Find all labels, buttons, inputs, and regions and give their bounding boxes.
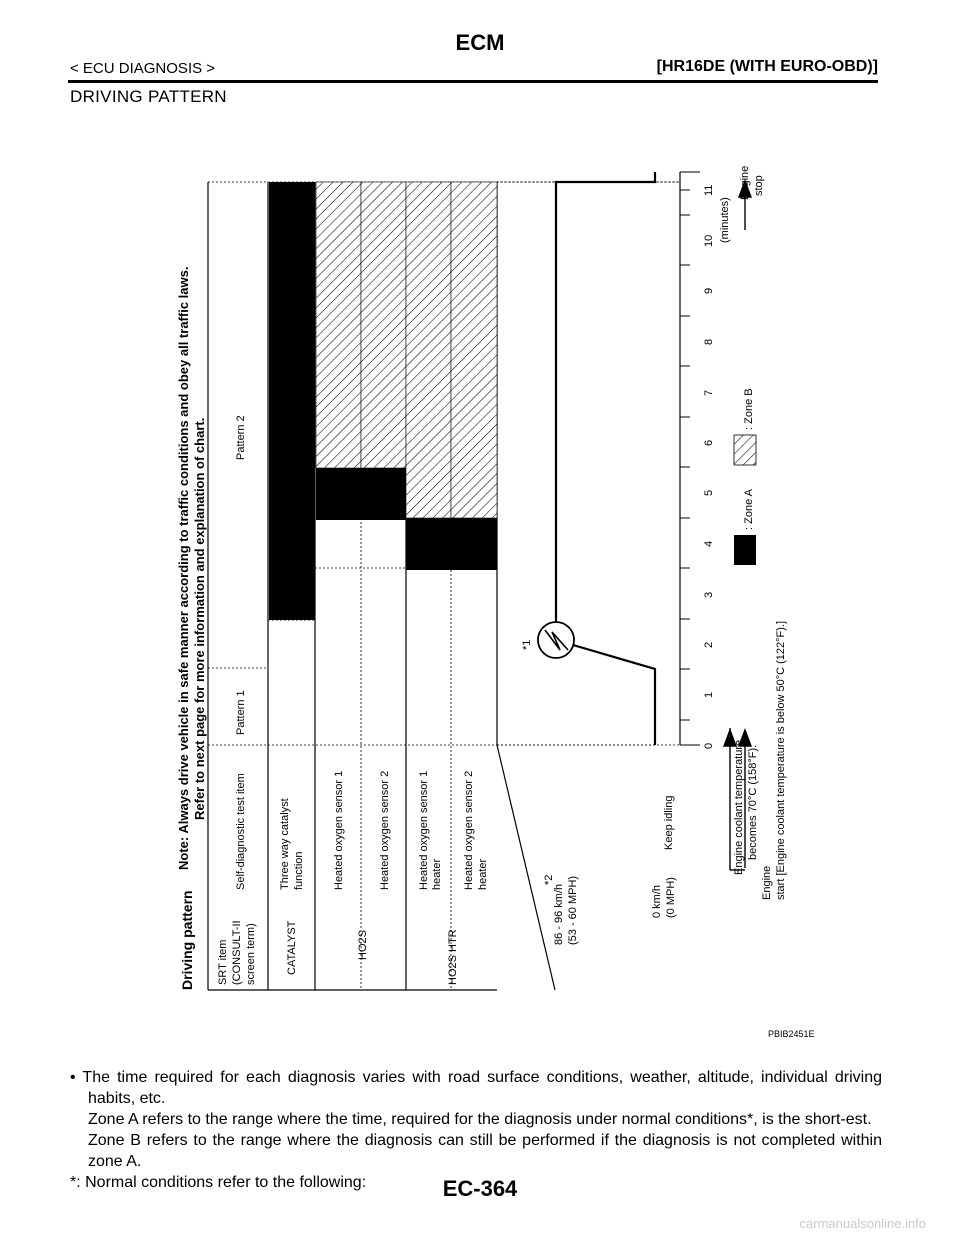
coolant-label-1: Engine coolant temperature <box>733 739 745 875</box>
ho2s1-zone-b <box>316 182 361 468</box>
pattern-2-label: Pattern 2 <box>235 415 247 460</box>
row-catalyst-item-1: Three way catalyst <box>279 798 291 890</box>
coolant-label-2: becomes 70°C (158°F). <box>747 744 759 860</box>
speed-high-2: (53 - 60 MPH) <box>567 875 579 945</box>
tick-8: 8 <box>703 338 715 345</box>
row-catalyst-item-2: function <box>293 851 305 890</box>
row-htr: HO2S HTR <box>447 929 459 985</box>
col-srt-label-2: (CONSULT-II <box>231 920 243 985</box>
row-htr-item-1a: Heated oxygen sensor 1 <box>418 770 430 890</box>
legend-zone-a-label: : Zone A <box>743 489 755 530</box>
model-label: [HR16DE (WITH EURO-OBD)] <box>656 58 878 75</box>
legend-zone-a-swatch <box>734 535 756 565</box>
page-title: ECM <box>455 30 505 55</box>
star-1-label: *1 <box>521 639 533 650</box>
engine-stop-2: stop <box>753 175 765 196</box>
note-line-1: Note: Always drive vehicle in safe manner according to traffic conditions and obey all traffic laws. <box>176 266 191 870</box>
diagram-title: Driving pattern <box>179 890 195 990</box>
ho2s2-zone-a <box>361 468 406 520</box>
tick-1: 1 <box>703 691 715 698</box>
tick-6: 6 <box>703 439 715 446</box>
engine-start-2: start [Engine coolant temperature is below 50°C (122°F).] <box>775 620 787 900</box>
tick-0: 0 <box>703 742 715 749</box>
page-number: EC-364 <box>442 1176 518 1201</box>
speed-zero-1: 0 km/h <box>651 884 663 918</box>
ho2s2-zone-b <box>361 182 406 468</box>
catalyst-zone-a <box>269 182 315 620</box>
htr2-zone-a <box>451 518 497 570</box>
htr1-zone-b <box>406 182 451 518</box>
zone-bars <box>269 182 497 620</box>
speed-trace <box>497 172 655 745</box>
row-htr-item-1b: heater <box>431 858 443 890</box>
engine-stop-1: Engine <box>739 165 751 200</box>
htr1-zone-a <box>406 518 451 570</box>
note-line-2: Refer to next page for more information and explanation of chart. <box>192 417 207 820</box>
tick-9: 9 <box>703 287 715 294</box>
tick-10: 10 <box>703 234 715 247</box>
normal-conditions-note: *: Normal conditions refer to the following: <box>70 1174 367 1191</box>
ho2s1-zone-a <box>316 468 361 520</box>
col-test-label: Self-diagnostic test item <box>235 773 247 890</box>
row-htr-item-2b: heater <box>477 858 489 890</box>
row-ho2s-item-2: Heated oxygen sensor 2 <box>379 770 391 890</box>
col-srt-label-3: screen term) <box>245 923 257 985</box>
keep-idling-label: Keep idling <box>663 795 675 850</box>
engine-start-1: Engine <box>761 865 773 900</box>
minutes-label: (minutes) <box>719 197 731 243</box>
zone-a-description: Zone A refers to the range where the time, required for the diagnosis under normal conditions*, is the short-est. <box>88 1111 872 1128</box>
col-srt-label: SRT item <box>217 939 229 985</box>
section-title: DRIVING PATTERN <box>70 87 227 106</box>
speed-high-1: 86 - 96 km/h <box>553 883 565 945</box>
body-text <box>70 1067 882 1193</box>
time-axis <box>680 172 700 745</box>
row-ho2s-item-1: Heated oxygen sensor 1 <box>333 770 345 890</box>
row-htr-item-2a: Heated oxygen sensor 2 <box>463 770 475 890</box>
speed-star: *2 <box>543 874 555 885</box>
tick-3: 3 <box>703 591 715 598</box>
pattern-1-label: Pattern 1 <box>235 690 247 735</box>
bullet-time-varies: • The time required for each diagnosis varies with road surface conditions, weather, altitude, individual driving habits, etc. <box>70 1069 882 1107</box>
zone-b-description: Zone B refers to the range where the diagnosis can still be performed if the diagnosis is not completed within zone A. <box>88 1132 882 1170</box>
watermark: carmanualsonline.info <box>799 1216 926 1231</box>
htr2-zone-b <box>451 182 497 518</box>
tick-5: 5 <box>703 489 715 496</box>
tick-4: 4 <box>703 540 715 547</box>
row-catalyst: CATALYST <box>286 920 298 975</box>
row-ho2s: HO2S <box>357 930 369 960</box>
legend-zone-b-label: : Zone B <box>743 388 755 430</box>
speed-zero-2: (0 MPH) <box>665 877 677 918</box>
tick-7: 7 <box>703 389 715 396</box>
figure-id: PBIB2451E <box>768 1029 815 1039</box>
tick-2: 2 <box>703 641 715 648</box>
legend-zone-b-swatch <box>734 435 756 465</box>
tick-11: 11 <box>703 184 715 196</box>
breadcrumb: < ECU DIAGNOSIS > <box>70 60 216 77</box>
